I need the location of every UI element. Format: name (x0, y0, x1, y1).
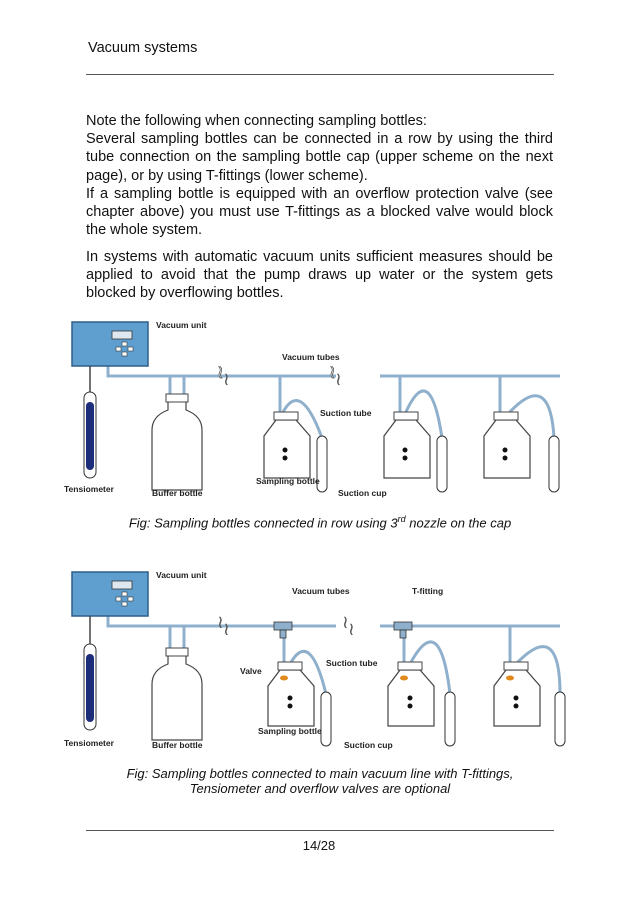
tensiometer-icon (84, 366, 96, 478)
vacuum-unit-icon (72, 322, 148, 366)
svg-text:≀: ≀ (342, 612, 349, 632)
buffer-bottle-icon (152, 394, 202, 490)
label-buffer-bottle-2: Buffer bottle (152, 740, 203, 750)
figure-2-caption-line-2: Tensiometer and overflow valves are optional (189, 781, 451, 796)
vacuum-unit-icon-2 (72, 572, 148, 616)
label-tensiometer: Tensiometer (64, 484, 114, 494)
buffer-bottle-icon-2 (152, 648, 202, 740)
label-suction-tube-2: Suction tube (326, 658, 378, 668)
svg-text:≀: ≀ (217, 612, 224, 632)
sampling-bottle-5-icon (388, 662, 434, 726)
svg-text:≀: ≀ (348, 619, 355, 639)
note-paragraph (86, 112, 553, 239)
label-suction-cup: Suction cup (338, 488, 387, 498)
sampling-bottle-4-icon (268, 662, 314, 726)
figure-1-caption-end: nozzle on the cap (405, 515, 512, 531)
figure-1-caption-sup: rd (397, 514, 406, 524)
svg-text:≀: ≀ (335, 369, 342, 389)
note-line-1: Note the following when connecting sampling bottles: (86, 113, 427, 129)
label-vacuum-unit-2: Vacuum unit (156, 570, 207, 580)
page-header-title: Vacuum systems (88, 40, 198, 56)
figure-row-connection (60, 318, 580, 498)
label-suction-cup-2: Suction cup (344, 740, 393, 750)
label-valve: Valve (240, 666, 262, 676)
tensiometer-icon-2 (84, 616, 96, 730)
sampling-bottle-2-icon (384, 412, 430, 478)
figure-1-caption-text: Fig: Sampling bottles connected in row using 3 (128, 515, 398, 531)
header-rule (86, 74, 554, 75)
svg-text:≀: ≀ (217, 362, 224, 382)
label-vacuum-tubes-2: Vacuum tubes (292, 586, 350, 596)
page-number: 14/28 (302, 838, 336, 853)
svg-text:≀: ≀ (223, 369, 230, 389)
label-sampling-bottle: Sampling bottle (256, 476, 320, 486)
label-buffer-bottle: Buffer bottle (152, 488, 203, 498)
footer-rule (86, 830, 554, 831)
svg-text:≀: ≀ (329, 362, 336, 382)
note-line-3: If a sampling bottle is equipped with an overflow protection valve (see chapter above) you must use T-fittings as a blocked valve would block the whole system. (86, 185, 553, 239)
figure-1-caption (60, 514, 580, 530)
figure-t-fitting-connection (60, 568, 580, 754)
label-t-fitting: T-fitting (412, 586, 444, 596)
sampling-bottle-6-icon (494, 662, 540, 726)
figure-2-caption-line-1: Fig: Sampling bottles connected to main vacuum line with T-fittings, (126, 766, 514, 781)
label-sampling-bottle-2: Sampling bottle (258, 726, 322, 736)
label-tensiometer-2: Tensiometer (64, 738, 114, 748)
automatic-units-paragraph: In systems with automatic vacuum units sufficient measures should be applied to avoid that the pump draws up water or the system gets blocked by overflowing bottles. (86, 249, 553, 302)
sampling-bottle-3-icon (484, 412, 530, 478)
label-suction-tube: Suction tube (320, 408, 372, 418)
label-vacuum-tubes: Vacuum tubes (282, 352, 340, 362)
svg-text:≀: ≀ (223, 619, 230, 639)
figure-2-caption (60, 766, 580, 796)
label-vacuum-unit: Vacuum unit (156, 320, 207, 330)
note-line-2: Several sampling bottles can be connected in a row by using the third tube connection on the sampling bottle cap (upper scheme on the next page), or by using T-fittings (lower scheme). (86, 131, 553, 184)
sampling-bottle-1-icon (264, 412, 310, 478)
